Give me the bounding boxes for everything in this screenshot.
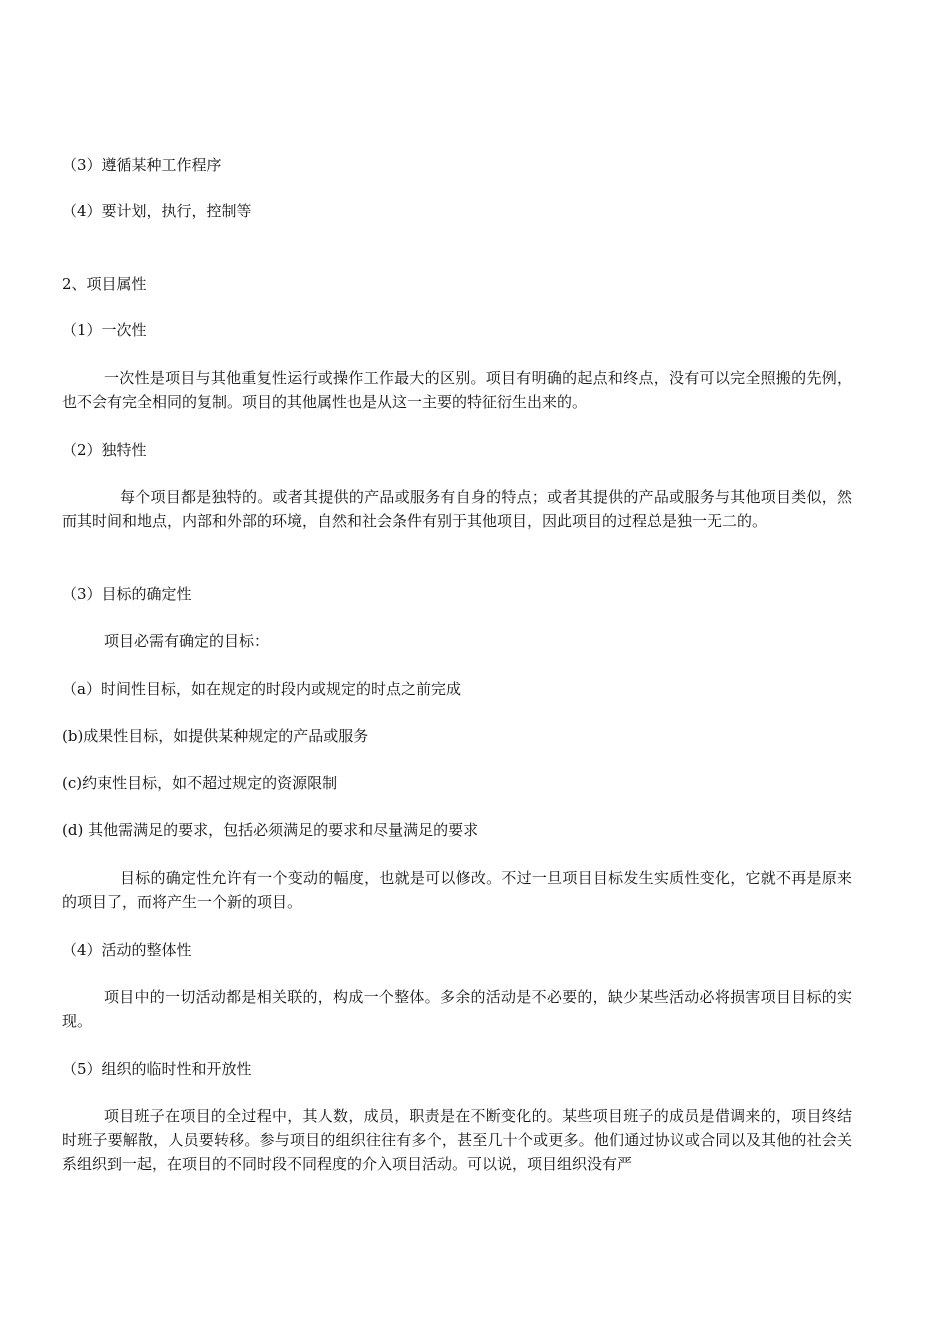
subheading-uniqueness-once: （1）一次性 <box>62 321 147 339</box>
subheading-uniqueness: （2）独特性 <box>62 441 147 459</box>
list-item-other-requirements: (d) 其他需满足的要求，包括必须满足的要求和尽量满足的要求 <box>62 821 479 839</box>
section-heading-project-attributes: 2、项目属性 <box>62 275 147 293</box>
paragraph-activity-integrity: 项目中的一切活动都是相关联的，构成一个整体。多余的活动是不必要的，缺少某些活动必将损害项目目标的实现。 <box>62 988 852 1030</box>
paragraph-once: 一次性是项目与其他重复性运行或操作工作最大的区别。项目有明确的起点和终点，没有可以完全照搬的先例，也不会有完全相同的复制。项目的其他属性也是从这一主要的特征衍生出来的。 <box>62 369 852 411</box>
subheading-goal-certainty: （3）目标的确定性 <box>62 585 192 603</box>
paragraph-goal-certainty: 目标的确定性允许有一个变动的幅度，也就是可以修改。不过一旦项目目标发生实质性变化，它就不再是原来的项目了，而将产生一个新的项目。 <box>62 869 852 911</box>
paragraph-goal-intro: 项目必需有确定的目标： <box>104 632 270 650</box>
paragraph-organization: 项目班子在项目的全过程中，其人数，成员，职责是在不断变化的。某些项目班子的成员是借调来的，项目终结时班子要解散，人员要转移。参与项目的组织往往有多个，甚至几十个或更多。他们通过协议或合同以及其他的社会关系组织到一起，在项目的不同时段不同程度的介入项目活动。可以说，项目组织没有严 <box>62 1107 852 1173</box>
list-item-follow-procedure: （3）遵循某种工作程序 <box>62 156 222 174</box>
list-item-result-goal: (b)成果性目标，如提供某种规定的产品或服务 <box>62 727 369 745</box>
list-item-plan-execute-control: （4）要计划，执行，控制等 <box>62 202 252 220</box>
paragraph-uniqueness: 每个项目都是独特的。或者其提供的产品或服务有自身的特点；或者其提供的产品或服务与其他项目类似，然而其时间和地点，内部和外部的环境，自然和社会条件有别于其他项目，因此项目的过程总是独一无二的。 <box>62 488 852 530</box>
list-item-constraint-goal: (c)约束性目标，如不超过规定的资源限制 <box>62 774 338 792</box>
subheading-organization: （5）组织的临时性和开放性 <box>62 1060 252 1078</box>
list-item-time-goal: （a）时间性目标，如在规定的时段内或规定的时点之前完成 <box>62 680 461 698</box>
subheading-activity-integrity: （4）活动的整体性 <box>62 941 192 959</box>
